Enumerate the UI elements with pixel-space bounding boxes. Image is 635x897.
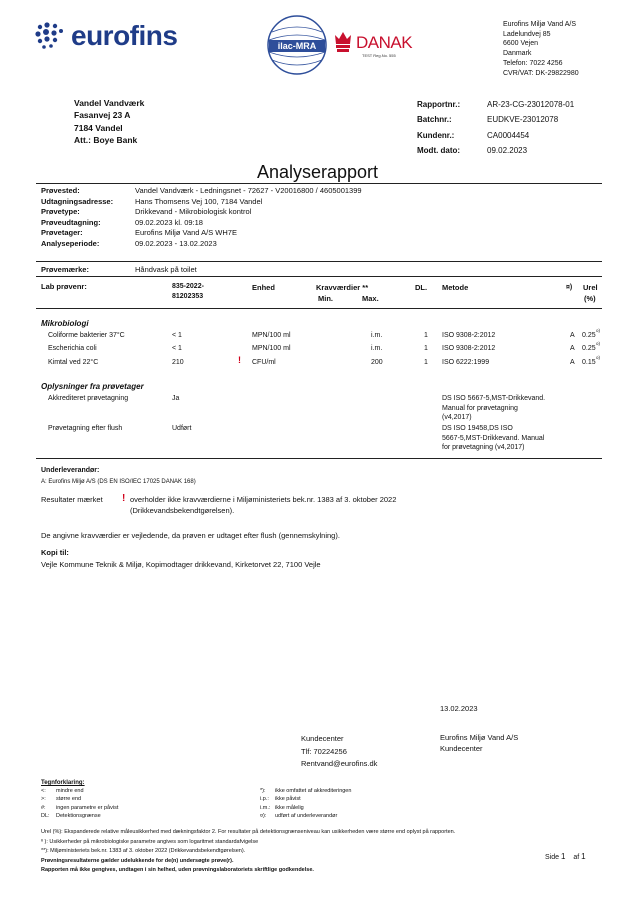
sample-info: [41, 186, 362, 250]
header-lab-number: 81202353: [172, 293, 204, 300]
copy-title: Kopi til:: [41, 548, 69, 557]
legend-title: Tegnforklaring:: [41, 780, 85, 786]
divider: [36, 183, 602, 184]
header-lab-number: 835-2022-: [172, 283, 204, 290]
header-lab: Lab prøvenr:: [41, 282, 87, 291]
company-country: Danmark: [503, 50, 532, 58]
company-city: 6600 Vejen: [503, 40, 539, 48]
danak-reg: TEST Reg.No. 555: [362, 53, 396, 58]
meta-row-customer: Kundenr.: CA0004454: [417, 130, 530, 140]
header-urel: Urel: [583, 283, 598, 292]
meta-row-report-number: Rapportnr.: AR-23-CG-23012078-01: [417, 100, 575, 109]
header-max: Max.: [362, 294, 379, 303]
customer-center-email[interactable]: Rentvand@eurofins.dk: [301, 759, 378, 768]
eurofins-dots-icon: [34, 22, 68, 52]
recipient-line: Vandel Vandværk: [74, 98, 145, 108]
sample-info-row: Prøveudtagning: 09.02.2023 kl. 09:18: [41, 217, 203, 227]
copy-line: Vejle Kommune Teknik & Miljø, Kopimodtager drikkevand, Kirketorvet 22, 7100 Vejle: [41, 560, 321, 569]
divider: [36, 276, 602, 277]
ilac-mra-text: ilac-MRA: [277, 41, 317, 51]
recipient-line: Fasanvej 23 A: [74, 110, 131, 121]
meta-row-batch: Batchnr.: EUDKVE-23012078: [417, 115, 559, 125]
signoff-company: Eurofins Miljø Vand A/S Kundecenter: [440, 733, 519, 753]
subcontractor-title: Underleverandør:: [41, 467, 100, 474]
header-requirements: Kravværdier **: [316, 283, 369, 292]
recipient-address: [74, 97, 144, 146]
sample-info-row: Udtagningsadresse: Hans Thomsens Vej 100, 7184 Vandel: [41, 196, 263, 206]
company-address: [503, 20, 603, 78]
crown-icon: [334, 30, 352, 54]
meta-row-received: Modt. dato: 09.02.2023: [417, 145, 528, 155]
page-number: Side 1 af 1: [545, 852, 586, 861]
subcontractor-line: A: Eurofins Miljø A/S (DS EN ISO/IEC 17025 DANAK 168): [41, 479, 196, 485]
company-cvr: CVR/VAT: DK-29822980: [503, 69, 579, 77]
sampling-method: DS ISO 19458,DS ISO 5667-5,MST-Drikkevand. Manual for prøvetagning (v4,2017): [442, 425, 545, 451]
remark-text: (Drikkevandsbekendtgørelsen).: [130, 506, 235, 515]
header-acc: ¤): [566, 284, 573, 291]
sample-info-row: Prøvetager: Eurofins Miljø Vand A/S WH7E: [41, 228, 237, 238]
eurofins-wordmark: eurofins: [71, 20, 178, 51]
company-name: Eurofins Miljø Vand A/S: [503, 21, 577, 28]
company-phone: Telefon: 7022 4256: [503, 59, 563, 67]
remark-flag: !: [122, 493, 126, 504]
recipient-line: 7184 Vandel: [74, 122, 123, 133]
header-method: Metode: [442, 283, 469, 292]
divider: [36, 308, 602, 309]
report-meta: [417, 97, 574, 158]
customer-center: Kundecenter Tlf: 70224256 Rentvand@eurofins.dk: [301, 733, 377, 771]
sample-mark-row: Prøvemærke: Håndvask på toilet: [41, 265, 197, 274]
remark-label: Resultater mærket: [41, 495, 103, 504]
danak-logo: [334, 28, 428, 62]
header-min: Min.: [318, 294, 333, 303]
danak-wordmark: DANAK: [356, 33, 413, 52]
company-street: Ladelundvej 85: [503, 30, 551, 38]
sample-info-row: Prøvested: Vandel Vandværk - Ledningsnet - 72627 - V20016800 / 4605001399: [41, 186, 362, 195]
divider: [36, 458, 602, 459]
legend-left: <: mindre end >: større end #: ingen parametre er påvist DL: Detektionsgrænse: [41, 788, 119, 819]
recipient-line: Att.: Boye Bank: [74, 134, 138, 145]
guidance-text: De angivne kravværdier er vejledende, da prøven er udtaget efter flush (gennemskylning).: [41, 531, 340, 540]
header-unit: Enhed: [252, 283, 275, 292]
section-sampling: Oplysninger fra prøvetager: [41, 382, 144, 391]
signoff-date: 13.02.2023: [440, 704, 478, 713]
legend-notes: Urel (%): Ekspanderede relative måleusikkerhed med dækningsfaktor 2. For resultater på detektionsgrænseniveau kan usikkerheden være større end oplyst på rapporten. º ): Usikkerheder på mikrobiologiske parametre angives som logaritmet standardafvigelse **): Miljøministeriets bek.nr. 1383 af 3. oktober 2022 (Drikkevandsbekendtgørelsen). Prøvningsresultaterne gælder udelukkende for de(n) undersøgte prøve(r). Rapporten må ikke gengives, undtagen i sin helhed, uden prøvningslaboratoriets skriftlige godkendelse.: [41, 829, 456, 874]
header-dl: DL.: [415, 283, 428, 292]
remark-text: overholder ikke kravværdierne i Miljøministeriets bek.nr. 1383 af 3. oktober 2022: [130, 495, 397, 504]
exceed-flag: !: [238, 355, 241, 365]
report-title: Analyserapport: [256, 162, 379, 182]
legend-right: *): ikke omfattet af akkrediteringen i.p.: ikke påvist i.m.: ikke målelig ¤): udført af underleverandør: [260, 788, 352, 819]
sampling-method: DS ISO 5667-5,MST-Drikkevand. Manual for prøvetagning (v4,2017): [442, 395, 546, 421]
header-urel-unit: (%): [584, 294, 596, 303]
section-microbiology: Mikrobiologi: [41, 319, 89, 328]
ilac-mra-logo: [266, 14, 328, 76]
divider: [36, 261, 602, 262]
sample-info-row: Analyseperiode: 09.02.2023 - 13.02.2023: [41, 238, 217, 248]
sample-info-row: Prøvetype: Drikkevand - Mikrobiologisk kontrol: [41, 207, 252, 217]
